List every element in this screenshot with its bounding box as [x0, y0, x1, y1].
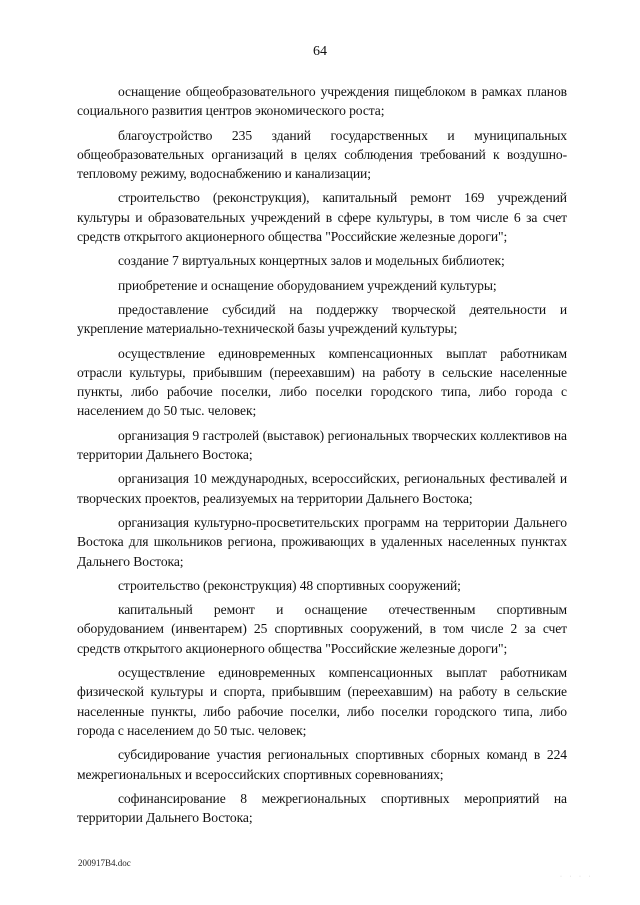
- paragraph-7: осуществление единовременных компенсационных выплат работникам отрасли культуры, прибывшим (переехавшим) на работу в сельские населенные пункты, либо рабочие поселки, либо поселки городского типа, либо города с населением до 50 тыс. человек;: [77, 345, 567, 419]
- scan-specks: · · · ·: [560, 874, 594, 880]
- paragraph-6: предоставление субсидий на поддержку творческой деятельности и укрепление материально-технической базы учреждений культуры;: [77, 301, 567, 337]
- paragraph-14: субсидирование участия региональных спортивных сборных команд в 224 межрегиональных и всероссийских спортивных соревнованиях;: [77, 747, 567, 782]
- paragraph-2: благоустройство 235 зданий государственных и муниципальных общеобразовательных организаций в целях соблюдения требований к воздушно-тепловому режиму, водоснабжению и канализации;: [77, 127, 567, 182]
- paragraph-1: оснащение общеобразовательного учреждения пищеблоком в рамках планов социального развития центров экономического роста;: [77, 84, 567, 119]
- footer-file-name: 200917B4.doc: [78, 858, 131, 868]
- paragraph-9: организация 10 международных, всероссийских, региональных фестивалей и творческих проектов, реализуемых на территории Дальнего Востока;: [77, 471, 567, 506]
- page-number: 64: [313, 44, 327, 59]
- paragraph-15: софинансирование 8 межрегиональных спортивных мероприятий на территории Дальнего Востока;: [77, 790, 567, 826]
- paragraph-12: капитальный ремонт и оснащение отечественным спортивным оборудованием (инвентарем) 25 спортивных сооружений, в том числе 2 за счет средств открытого акционерного общества "Российские железные дороги";: [77, 602, 567, 656]
- document-body: [77, 82, 567, 827]
- paragraph-4: создание 7 виртуальных концертных залов и модельных библиотек;: [118, 253, 505, 269]
- paragraph-11: строительство (реконструкция) 48 спортивных сооружений;: [118, 577, 461, 593]
- paragraph-3: строительство (реконструкция), капитальный ремонт 169 учреждений культуры и образовательных учреждений в сфере культуры, в том числе 6 за счет средств открытого акционерного общества "Российские железные дороги";: [77, 190, 567, 245]
- paragraph-13: осуществление единовременных компенсационных выплат работникам физической культуры и спорта, прибывшим (переехавшим) на работу в сельские населенные пункты, либо рабочие поселки, либо поселки городского типа, либо города с населением до 50 тыс. человек;: [77, 665, 567, 738]
- paragraph-5: приобретение и оснащение оборудованием учреждений культуры;: [118, 277, 497, 293]
- paragraph-8: организация 9 гастролей (выставок) региональных творческих коллективов на территории Дальнего Востока;: [77, 427, 567, 463]
- paragraph-10: организация культурно-просветительских программ на территории Дальнего Востока для школьников региона, проживающих в удаленных населенных пунктах Дальнего Востока;: [77, 514, 567, 569]
